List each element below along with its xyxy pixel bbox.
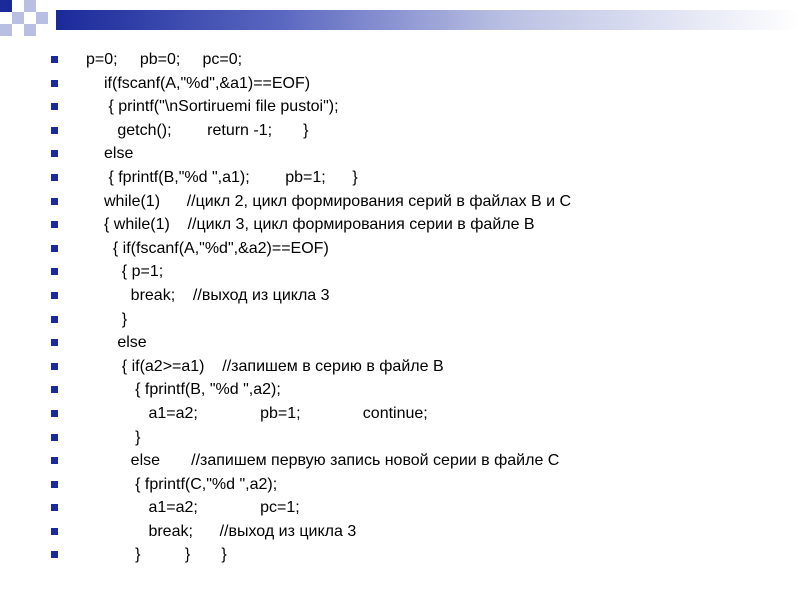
code-line xyxy=(0,543,800,567)
bullet-icon xyxy=(51,386,58,393)
code-line xyxy=(0,95,800,119)
code-line xyxy=(0,355,800,379)
bullet-icon xyxy=(51,268,58,275)
code-line-text: a1=a2; pb=1; continue; xyxy=(104,404,428,422)
code-line-text: { fprintf(B, "%d ",a2); xyxy=(104,381,281,399)
code-line-text: { printf("\nSortiruemi file pustoi"); xyxy=(104,98,339,116)
code-line xyxy=(0,520,800,544)
code-line-text: while(1) //цикл 2, цикл формирования серий в файлах B и C xyxy=(104,192,572,210)
code-line xyxy=(0,496,800,520)
bullet-icon xyxy=(51,56,58,63)
bullet-icon xyxy=(51,528,58,535)
code-line-text: break; //выход из цикла 3 xyxy=(104,286,330,304)
code-line xyxy=(0,331,800,355)
code-line-text: { p=1; xyxy=(104,263,164,281)
code-line-text: { while(1) //цикл 3, цикл формирования серии в файле B xyxy=(104,216,535,234)
code-line-text: else xyxy=(104,334,147,352)
code-line-text: { if(fscanf(A,"%d",&a2)==EOF) xyxy=(104,239,329,257)
bullet-icon xyxy=(51,221,58,228)
code-line xyxy=(0,284,800,308)
code-line xyxy=(0,473,800,497)
bullet-icon xyxy=(51,434,58,441)
bullet-icon xyxy=(51,150,58,157)
bullet-icon xyxy=(51,363,58,370)
code-line xyxy=(0,237,800,261)
bullet-icon xyxy=(51,103,58,110)
bullet-icon xyxy=(51,245,58,252)
bullet-icon xyxy=(51,174,58,181)
code-line xyxy=(0,426,800,450)
bullet-icon xyxy=(51,339,58,346)
bullet-icon xyxy=(51,127,58,134)
bullet-icon xyxy=(51,481,58,488)
code-listing xyxy=(0,48,800,567)
code-line xyxy=(0,142,800,166)
bullet-icon xyxy=(51,410,58,417)
code-line xyxy=(0,72,800,96)
title-bar-decoration xyxy=(56,10,800,30)
code-line xyxy=(0,378,800,402)
code-line-text: else xyxy=(104,145,134,163)
code-line-text: { if(a2>=a1) //запишем в серию в файле B xyxy=(104,357,444,375)
code-line xyxy=(0,190,800,214)
bullet-icon xyxy=(51,80,58,87)
code-line-text: if(fscanf(A,"%d",&a1)==EOF) xyxy=(104,74,311,92)
code-line xyxy=(0,166,800,190)
code-line-text: } } } xyxy=(104,546,227,564)
bullet-icon xyxy=(51,316,58,323)
code-line-text: a1=a2; pc=1; xyxy=(104,499,300,517)
code-line-text: p=0; pb=0; pc=0; xyxy=(86,51,243,68)
code-line xyxy=(0,119,800,143)
code-line-text: } xyxy=(104,310,128,328)
bullet-icon xyxy=(51,551,58,558)
code-line-text: { fprintf(B,"%d ",a1); pb=1; } xyxy=(104,168,358,186)
code-line xyxy=(0,48,800,72)
code-line-text: { fprintf(C,"%d ",a2); xyxy=(104,475,278,493)
code-line-text: break; //выход из цикла 3 xyxy=(104,522,357,540)
code-line xyxy=(0,213,800,237)
bullet-icon xyxy=(51,292,58,299)
code-line-text: } xyxy=(104,428,141,446)
bullet-icon xyxy=(51,198,58,205)
bullet-icon xyxy=(51,504,58,511)
bullet-icon xyxy=(51,457,58,464)
code-line-text: getch(); return -1; } xyxy=(104,121,309,139)
code-line xyxy=(0,308,800,332)
code-line xyxy=(0,402,800,426)
code-line xyxy=(0,260,800,284)
code-line-text: else //запишем первую запись новой серии в файле C xyxy=(104,452,560,470)
code-line xyxy=(0,449,800,473)
corner-decoration xyxy=(0,0,64,48)
